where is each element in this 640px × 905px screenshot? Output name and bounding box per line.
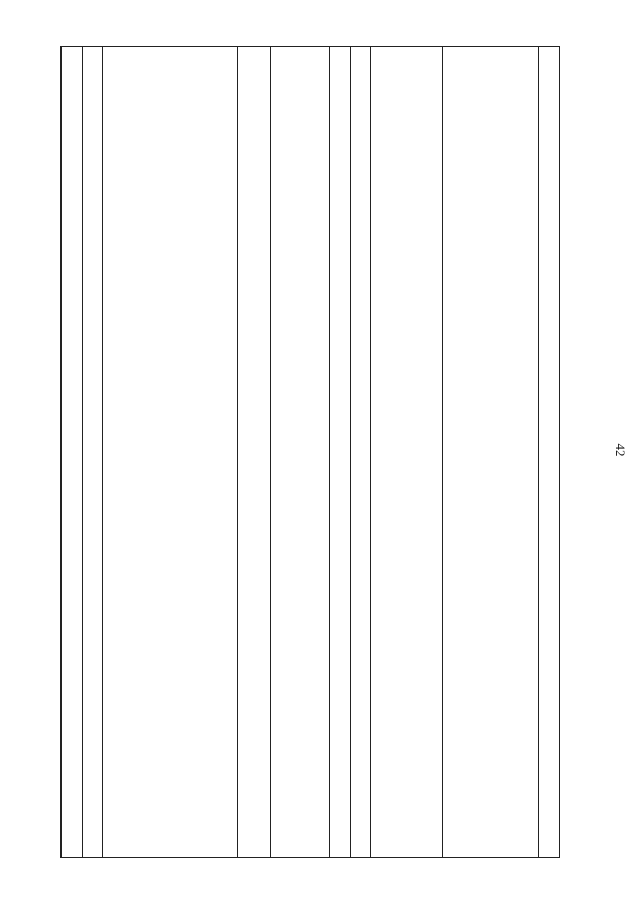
table-row-r2 <box>442 47 539 858</box>
indicator-table <box>60 46 560 858</box>
table-row-r7 <box>237 47 270 858</box>
table-row-r9 <box>82 47 103 858</box>
table-row-r3 <box>370 47 441 858</box>
table-row-r8 <box>102 47 237 858</box>
footer-label <box>29 767 43 867</box>
table-row-r6 <box>270 47 329 858</box>
table-row-r10 <box>61 47 82 858</box>
page-number: 42 <box>613 443 628 457</box>
table-row-r5 <box>329 47 350 858</box>
table-row-r1 <box>538 47 559 858</box>
table-row-r4 <box>350 47 371 858</box>
